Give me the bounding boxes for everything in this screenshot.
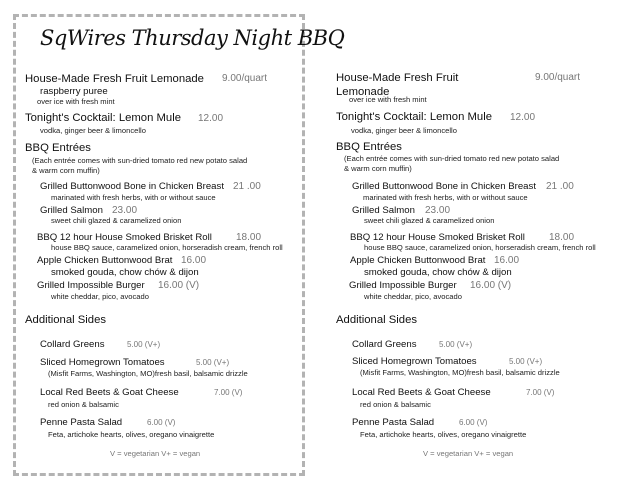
entree-name: Grilled Buttonwood Bone in Chicken Breast bbox=[40, 181, 224, 192]
lemonade-name-line1: House-Made Fresh Fruit bbox=[336, 72, 459, 84]
side-desc: red onion & balsamic bbox=[360, 400, 431, 409]
entree-desc: marinated with fresh herbs, with or without sauce bbox=[51, 193, 216, 202]
lemonade-name: House-Made Fresh Fruit Lemonade bbox=[25, 73, 204, 85]
entree-price: 21 .00 bbox=[233, 181, 261, 192]
entrees-heading: BBQ Entrées bbox=[25, 142, 91, 154]
side-price: 6.00 (V) bbox=[147, 418, 176, 427]
entrees-note-line1: (Each entrée comes with sun-dried tomato red new potato salad bbox=[32, 156, 248, 165]
lemonade-desc: over ice with fresh mint bbox=[349, 95, 427, 104]
entree-name: Grilled Buttonwood Bone in Chicken Breast bbox=[352, 181, 536, 192]
entree-price: 18.00 bbox=[549, 232, 575, 243]
side-price: 5.00 (V+) bbox=[127, 340, 161, 349]
sides-heading: Additional Sides bbox=[336, 314, 418, 326]
entree-price: 18.00 bbox=[236, 232, 262, 243]
side-name: Sliced Homegrown Tomatoes bbox=[352, 356, 477, 367]
entree-name: Grilled Salmon bbox=[40, 205, 103, 216]
cocktail-desc: vodka, ginger beer & limoncello bbox=[40, 126, 146, 135]
side-name: Sliced Homegrown Tomatoes bbox=[40, 357, 165, 368]
lemonade-flavor: raspberry puree bbox=[40, 86, 108, 97]
cocktail-name: Tonight's Cocktail: Lemon Mule bbox=[336, 111, 492, 123]
side-price: 5.00 (V+) bbox=[439, 340, 473, 349]
entree-price: 16.00 bbox=[181, 255, 207, 266]
side-price: 7.00 (V) bbox=[214, 388, 243, 397]
lemonade-desc: over ice with fresh mint bbox=[37, 97, 115, 106]
cocktail-name: Tonight's Cocktail: Lemon Mule bbox=[25, 112, 181, 124]
entree-price: 16.00 (V) bbox=[158, 280, 200, 291]
entree-name: Grilled Salmon bbox=[352, 205, 415, 216]
side-name: Local Red Beets & Goat Cheese bbox=[40, 387, 179, 398]
entree-desc: house BBQ sauce, caramelized onion, horseradish cream, french roll bbox=[51, 243, 283, 252]
footer-legend: V = vegetarian V+ = vegan bbox=[110, 449, 201, 458]
entree-name: Apple Chicken Buttonwood Brat bbox=[350, 255, 486, 266]
entree-desc: white cheddar, pico, avocado bbox=[51, 292, 149, 301]
entree-price: 16.00 (V) bbox=[470, 280, 512, 291]
cocktail-price: 12.00 bbox=[198, 113, 224, 124]
side-name: Penne Pasta Salad bbox=[352, 417, 435, 428]
entree-price: 21 .00 bbox=[546, 181, 574, 192]
entrees-note-line1: (Each entrée comes with sun-dried tomato red new potato salad bbox=[344, 154, 560, 163]
side-price: 5.00 (V+) bbox=[196, 358, 230, 367]
entree-desc: smoked gouda, chow chów & dijon bbox=[51, 267, 199, 278]
entree-desc: house BBQ sauce, caramelized onion, horseradish cream, french roll bbox=[364, 243, 596, 252]
side-desc: (Misfit Farms, Washington, MO)fresh basil, balsamic drizzle bbox=[360, 368, 560, 377]
cocktail-desc: vodka, ginger beer & limoncello bbox=[351, 126, 457, 135]
sides-heading: Additional Sides bbox=[25, 314, 107, 326]
entree-desc: sweet chili glazed & caramelized onion bbox=[51, 216, 182, 225]
entree-name: Grilled Impossible Burger bbox=[37, 280, 145, 291]
entree-price: 23.00 bbox=[112, 205, 138, 216]
entree-desc: smoked gouda, chow chów & dijon bbox=[364, 267, 512, 278]
entree-price: 16.00 bbox=[494, 255, 520, 266]
side-name: Local Red Beets & Goat Cheese bbox=[352, 387, 491, 398]
side-desc: Feta, artichoke hearts, olives, oregano vinaigrette bbox=[48, 430, 215, 439]
entree-name: Apple Chicken Buttonwood Brat bbox=[37, 255, 173, 266]
entree-name: BBQ 12 hour House Smoked Brisket Roll bbox=[350, 232, 525, 243]
entrees-heading: BBQ Entrées bbox=[336, 141, 402, 153]
side-price: 7.00 (V) bbox=[526, 388, 555, 397]
menu-title: SqWires Thursday Night BBQ bbox=[40, 26, 345, 50]
side-desc: (Misfit Farms, Washington, MO)fresh basil, balsamic drizzle bbox=[48, 369, 248, 378]
cocktail-price: 12.00 bbox=[510, 112, 536, 123]
lemonade-name-line2: Lemonade bbox=[336, 86, 390, 98]
entree-desc: white cheddar, pico, avocado bbox=[364, 292, 462, 301]
side-name: Collard Greens bbox=[40, 339, 105, 350]
entree-price: 23.00 bbox=[425, 205, 451, 216]
side-price: 5.00 (V+) bbox=[509, 357, 543, 366]
entree-desc: marinated with fresh herbs, with or without sauce bbox=[363, 193, 528, 202]
lemonade-price: 9.00/quart bbox=[535, 72, 581, 83]
side-name: Collard Greens bbox=[352, 339, 417, 350]
side-desc: red onion & balsamic bbox=[48, 400, 119, 409]
lemonade-price: 9.00/quart bbox=[222, 73, 268, 84]
entrees-note-line2: & warm corn muffin) bbox=[344, 164, 412, 173]
entree-name: BBQ 12 hour House Smoked Brisket Roll bbox=[37, 232, 212, 243]
side-name: Penne Pasta Salad bbox=[40, 417, 123, 428]
side-desc: Feta, artichoke hearts, olives, oregano vinaigrette bbox=[360, 430, 527, 439]
entrees-note-line2: & warm corn muffin) bbox=[32, 166, 100, 175]
entree-name: Grilled Impossible Burger bbox=[349, 280, 457, 291]
entree-desc: sweet chili glazed & caramelized onion bbox=[364, 216, 495, 225]
footer-legend: V = vegetarian V+ = vegan bbox=[423, 449, 514, 458]
side-price: 6.00 (V) bbox=[459, 418, 488, 427]
